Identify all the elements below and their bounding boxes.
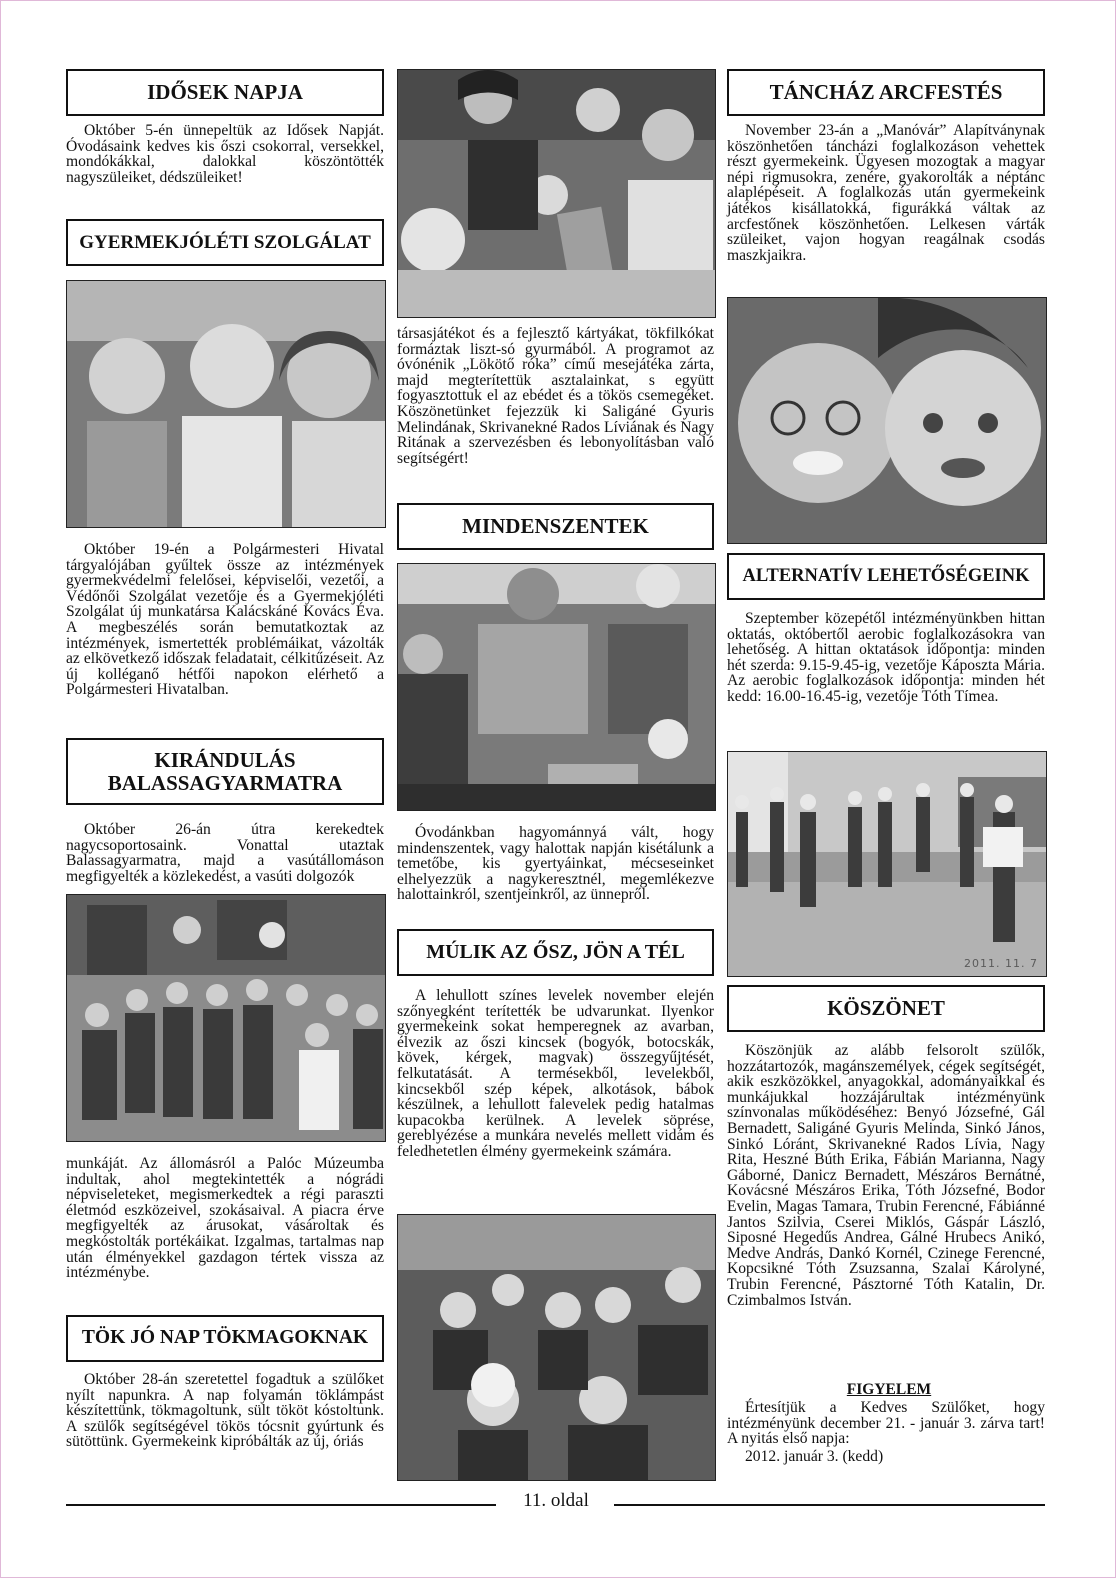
- photo-date-stamp: 2011. 11. 7: [964, 957, 1038, 970]
- alternativ-text: Szeptember közepétől intézményünkben hittan oktatás, októbertől aerobic foglalkozásokra van lehetőség. A hittan oktatások időpontja: minden hét szerda: 9.15-9.45-ig, vezetője Káposzta Mária. Az aerobic foglalkozások időpontja: minden hét kedd: 16.00-16.45-ig, vezetője Tóth Tímea.: [727, 610, 1045, 705]
- pumpkin-activity-photo: [397, 69, 716, 318]
- children-group-photo: [66, 280, 386, 528]
- kirandulas-text-1: Október 26-án útra kerekedtek nagycsoportosaink. Vonattal utaztak Balassagyarmatra, majd a vasútállomáson megfigyelték a közlekedést, a vasúti dolgozók: [66, 821, 384, 885]
- kirandulas-text-2: munkáját. Az állomásról a Palóc Múzeumba indultak, ahol megtekintették a nógrádi népviseleteket, megismerkedtek a régi paraszti életmód eszközeivel, szokásaival. A piacra érve megfigyelték az árusokat, vásároltak és megkóstolták portékáikat. Izgalmas, tartalmas nap után élményekkel gazdagon tértek vissza az intézménybe.: [66, 1155, 384, 1282]
- idosek-napja-heading: IDŐSEK NAPJA: [66, 69, 384, 116]
- figyelem-text: Értesítjük a Kedves Szülőket, hogy intézményünk december 21. - január 3. zárva tart! A nyitás első napja:: [727, 1399, 1045, 1448]
- kirandulas-heading-line1: KIRÁNDULÁS: [154, 748, 296, 773]
- train-station-group-photo: [66, 894, 386, 1142]
- kirandulas-heading: [66, 738, 384, 805]
- mulik-heading: MÚLIK AZ ŐSZ, JÖN A TÉL: [397, 929, 714, 976]
- page-number: 11. oldal: [523, 1490, 589, 1511]
- gyermekjoleti-text: Október 19-én a Polgármesteri Hivatal tárgyalójában gyűltek össze az intézmények gyermekvédelmi felelősei, képviselői, vezetői, a Védőnői Szolgálat vezetője és a Gyermekjóléti Szolgálat új munkatársa Kalácskáné Kovács Éva. A megbeszélés során bemutatkoztak az intézmények, ismertették problémáikat, vázolták az elkövetkező időszak feladatait, célkitűzéseit. Az új kolléganő hétfői napokon elérhető a Polgármesteri Hivatalban.: [66, 541, 384, 699]
- face-painting-photo: [727, 297, 1047, 544]
- alternativ-heading: ALTERNATÍV LEHETŐSÉGEINK: [727, 553, 1045, 600]
- aerobic-class-photo: [727, 751, 1047, 977]
- gyermekjoleti-heading: GYERMEKJÓLÉTI SZOLGÁLAT: [66, 219, 384, 266]
- tokjo-text: Október 28-án szeretettel fogadtuk a szülőket nyílt napunkra. A nap folyamán töklámpást készítettünk, tökmagoltunk, sült tököt kóstoltunk. A szülők segítségével tökös tócsnit gyúrtunk és sütöttünk. Gyermekeink kipróbálták az új, óriás: [66, 1371, 384, 1451]
- figyelem-date: 2012. január 3. (kedd): [745, 1448, 884, 1465]
- koszonet-text: Köszönjük az alább felsorolt szülők, hozzátartozók, magánszemélyek, cégek segítségét, akik eszközökkel, anyagokkal, adományaikkal és munkájukkal hozzájárultak intézményünk színvonalas működéséhez: Benyó Józsefné, Gál Bernadett, Saligáné Gyuris Melinda, Sinkó János, Sinkó Lóránt, Skrivanekné Rados Lívia, Nagy Rita, Heszné Búth Erika, Fábián Marianna, Nagy Gáborné, Danicz Bernadett, Mészáros Bernátné, Kovácsné Mészáros Erika, Tóth Józsefné, Bodor Evelin, Magas Tamara, Trubin Ferencné, Fábiánné Jantos Szilvia, Cserei Miklós, Gáspár László, Siposné Hegedűs Andrea, Gálné Hrubecs Anikó, Medve András, Dankó Kornél, Czinege Ferencné, Kopcsikné Tóth Zsuzsanna, Szalai Károlyné, Trubin Ferencné, Pásztorné Tóth Katalin, Dr. Czimbalmos István.: [727, 1042, 1045, 1309]
- mulik-text: A lehullott színes levelek november elején szőnyegként terítették be udvarunkat. Ilyenkor gyermekeink sokat hemperegnek az avarban, élvezik az őszi kincsek (bogyók, botocskák, kövek, kérgek, magvak) összegyűjtését, felkutatását. A termésekből, levelekből, kincsekből szép képek, alkotások, bábok készülnek, a lehullott falevelek pedig hatalmas kupacokba kerülnek. A levelek söprése, gereblyézése a munkára nevelés mellett vidám és feledhetetlen élmény gyermekeink számára.: [397, 987, 714, 1160]
- tanchaz-heading: TÁNCHÁZ ARCFESTÉS: [727, 69, 1045, 116]
- tokjo-text-continued: társasjátékot és a fejlesztő kártyákat, tökfilkókat formáztak liszt-só gyurmából. A programot az óvónénik „Lökötő róka” című mesejátéka zárta, majd megterítettük asztalainkat, s együtt fogyasztottuk el az ebédet és a tökös csemegéket. Köszönetünket fejezzük ki Saligáné Gyuris Melindának, Skrivanekné Rados Líviának és Nagy Ritának a szervezésben és lebonyolításban való segítségért!: [397, 325, 714, 467]
- kirandulas-heading-line2: BALASSAGYARMATRA: [107, 770, 343, 795]
- mindenszentek-heading: MINDENSZENTEK: [397, 503, 714, 550]
- idosek-napja-text: Október 5-én ünnepeltük az Idősek Napját. Óvodásaink kedves kis őszi csokorral, versekkel, mondókákkal, dalokkal köszöntötték nagyszüleiket, dédszüleiket!: [66, 122, 384, 186]
- footer-rule-right: [614, 1504, 1045, 1506]
- footer-rule-left: [66, 1504, 496, 1506]
- tokjo-heading: TÖK JÓ NAP TÖKMAGOKNAK: [66, 1315, 384, 1362]
- tanchaz-text: November 23-án a „Manóvár” Alapítványnak köszönhetően táncházi foglalkozáson vehettek részt gyermekeink. Ügyesen mozogtak a magyar népi rigmusokra, zenére, gyakorolták a néptánc alaplépéseit. A foglalkozás után gyermekeink játékos kisállatokká, figurákká váltak az arcfestőnek köszönhetően. Lelkesen várták szüleiket, vajon hogyan reagálnak csodás maszkjaikra.: [727, 122, 1045, 264]
- koszonet-heading: KÖSZÖNET: [727, 985, 1045, 1032]
- cemetery-candles-photo: [397, 563, 716, 811]
- mindenszentek-text: Óvodánkban hagyománnyá vált, hogy mindenszentek, vagy halottak napján kisétálunk a temetőbe, kis gyertyáinkat, mécseseinket elhelyezzük a nagykeresztnél, megemlékezve halottainkról, szentjeinkről, az ünnepről.: [397, 824, 714, 904]
- autumn-leaves-photo: [397, 1214, 716, 1481]
- figyelem-heading: FIGYELEM: [846, 1381, 932, 1398]
